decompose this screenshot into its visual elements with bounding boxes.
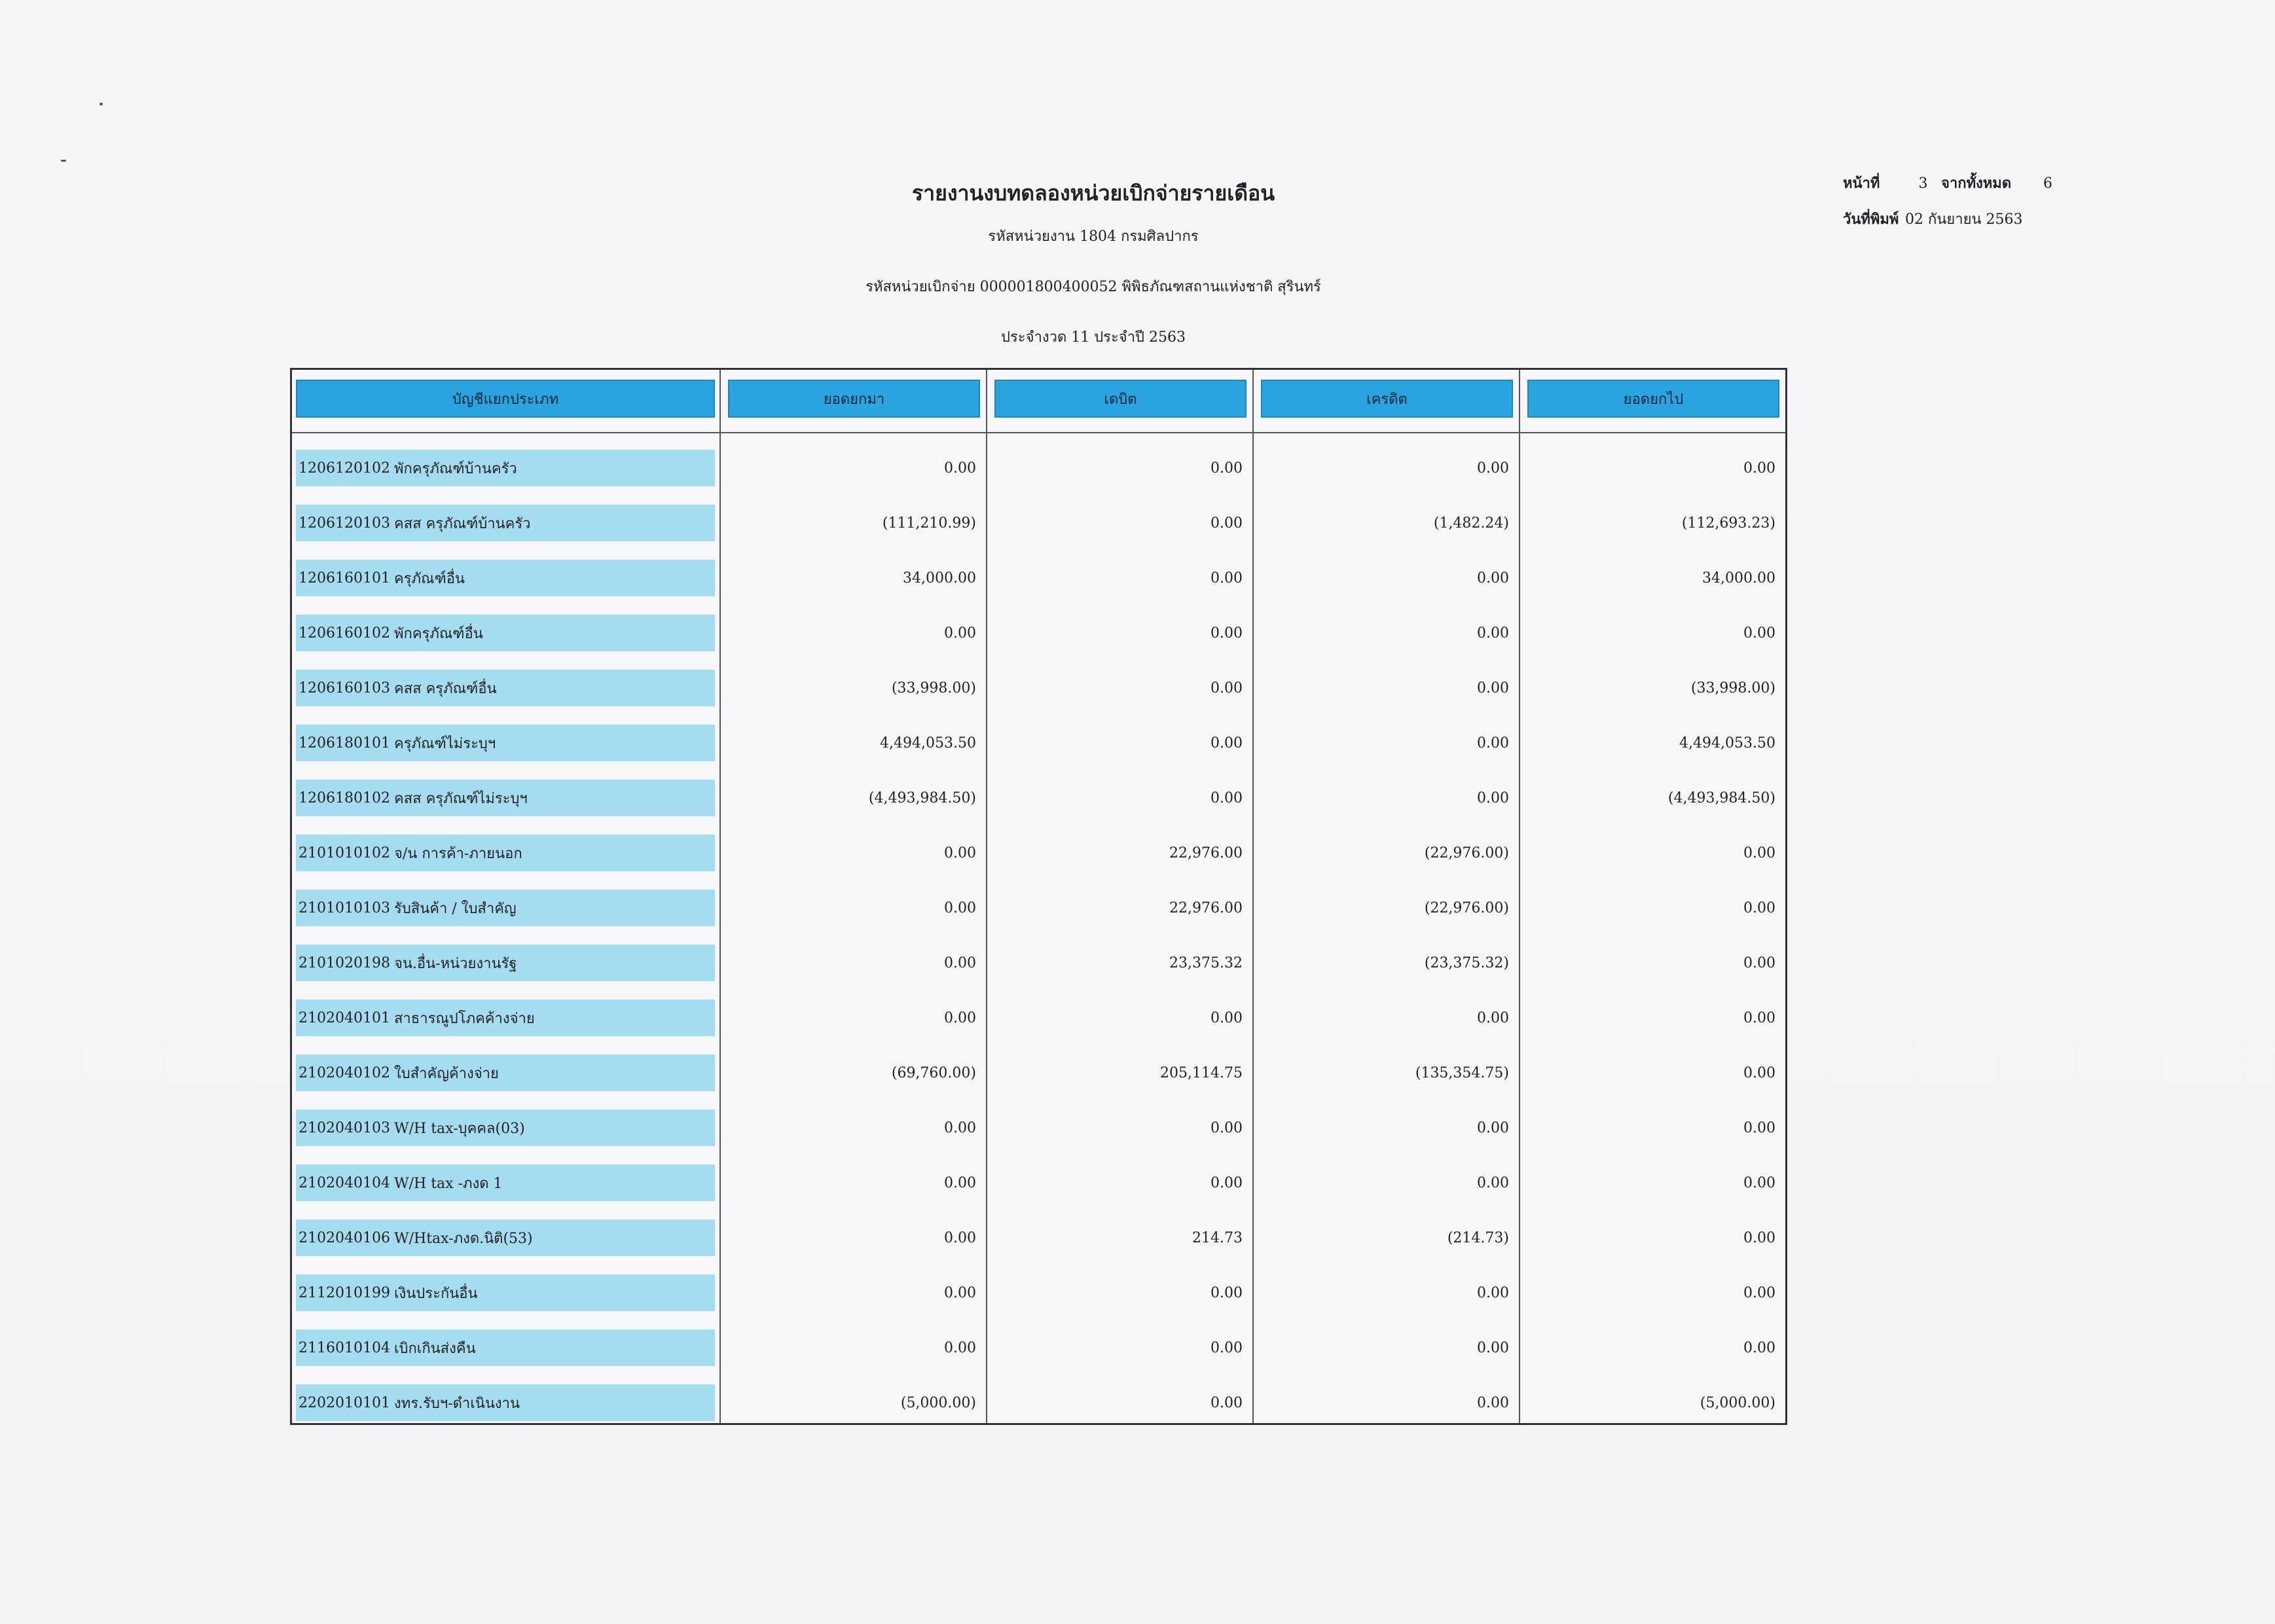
brought-forward-cell: (4,493,984.50): [868, 790, 976, 806]
debit-cell: 0.00: [1210, 570, 1243, 586]
credit-cell: 0.00: [1477, 570, 1509, 586]
account-name: W/H tax-บุคคล(03): [394, 1120, 525, 1137]
debit-cell: 22,976.00: [1169, 845, 1243, 861]
department-line: รหัสหน่วยงาน 1804 กรมศิลปากร: [988, 228, 1199, 245]
account-code: 1206120102: [299, 460, 390, 477]
account-cell: [296, 1384, 715, 1421]
account-cell: [296, 1000, 715, 1036]
account-cell: [296, 1274, 715, 1311]
account-code: 2102040106: [299, 1229, 390, 1246]
credit-cell: (1,482.24): [1433, 515, 1509, 532]
print-date: 02 กันยายน 2563: [1905, 211, 2023, 228]
total-pages: 6: [2043, 175, 2052, 192]
table-row: [292, 1103, 1785, 1158]
account-cell: [296, 835, 715, 871]
brought-forward-cell: 0.00: [944, 625, 976, 641]
table-row: [292, 1268, 1785, 1323]
table-row: [292, 1378, 1785, 1433]
account-name: ครุภัณฑ์อื่น: [394, 570, 465, 587]
debit-cell: 23,375.32: [1169, 955, 1243, 971]
account-code: 2102040101: [299, 1009, 390, 1026]
credit-cell: 0.00: [1477, 1010, 1509, 1026]
brought-forward-cell: 0.00: [944, 460, 976, 477]
brought-forward-cell: (69,760.00): [891, 1065, 976, 1081]
account-name: งทร.รับฯ-ดำเนินงาน: [394, 1395, 520, 1412]
trial-balance-table: [290, 368, 1787, 1425]
account-name: คสส ครุภัณฑ์บ้านครัว: [394, 515, 531, 532]
table-row: [292, 938, 1785, 993]
credit-cell: 0.00: [1477, 680, 1509, 696]
carried-forward-cell: (4,493,984.50): [1667, 790, 1775, 806]
carried-forward-cell: 0.00: [1743, 1010, 1775, 1026]
brought-forward-cell: 0.00: [944, 1120, 976, 1136]
period-line: ประจำงวด 11 ประจำปี 2563: [1001, 329, 1186, 346]
brought-forward-cell: 0.00: [944, 900, 976, 916]
carried-forward-cell: 0.00: [1743, 1175, 1775, 1191]
table-row: [292, 993, 1785, 1048]
table-row: [292, 883, 1785, 938]
brought-forward-cell: 4,494,053.50: [880, 735, 976, 751]
debit-cell: 0.00: [1210, 625, 1243, 641]
account-name: W/Htax-ภงด.นิติ(53): [394, 1230, 533, 1247]
page-number: 3: [1918, 175, 1928, 192]
account-cell: [296, 945, 715, 981]
debit-cell: 214.73: [1192, 1230, 1243, 1246]
account-name: เงินประกันอื่น: [394, 1285, 478, 1302]
account-code: 2202010101: [299, 1394, 390, 1411]
account-cell: [296, 560, 715, 596]
brought-forward-cell: 0.00: [944, 1340, 976, 1356]
carried-forward-cell: (33,998.00): [1690, 680, 1775, 696]
account-cell: [296, 725, 715, 761]
carried-forward-cell: 0.00: [1743, 900, 1775, 916]
brought-forward-cell: 0.00: [944, 1285, 976, 1301]
table-row: [292, 1048, 1785, 1103]
carried-forward-cell: (5,000.00): [1700, 1395, 1775, 1411]
total-pages-label: จากทั้งหมด: [1941, 175, 2012, 192]
credit-cell: 0.00: [1477, 460, 1509, 477]
table-row: [292, 828, 1785, 883]
account-code: 1206160102: [299, 624, 390, 641]
debit-cell: 0.00: [1210, 1395, 1243, 1411]
table-row: [292, 1158, 1785, 1213]
carried-forward-cell: 0.00: [1743, 1065, 1775, 1081]
table-row: [292, 773, 1785, 828]
account-cell: [296, 890, 715, 926]
account-name: W/H tax -ภงด 1: [394, 1175, 503, 1192]
table-row: [292, 553, 1785, 608]
carried-forward-cell: (112,693.23): [1681, 515, 1775, 532]
table-row: [292, 498, 1785, 553]
header-brought-forward: ยอดยกมา: [728, 380, 980, 418]
account-cell: [296, 780, 715, 816]
table-row: [292, 663, 1785, 718]
account-code: 2101010103: [299, 899, 390, 916]
debit-cell: 0.00: [1210, 1340, 1243, 1356]
carried-forward-cell: 0.00: [1743, 955, 1775, 971]
table-row: [292, 1213, 1785, 1268]
report-title: รายงานงบทดลองหน่วยเบิกจ่ายรายเดือน: [911, 181, 1275, 206]
account-code: 1206180101: [299, 734, 390, 751]
brought-forward-cell: 0.00: [944, 845, 976, 861]
account-code: 2102040104: [299, 1174, 390, 1191]
account-code: 1206160103: [299, 679, 390, 696]
account-cell: [296, 670, 715, 706]
page-label: หน้าที่: [1843, 175, 1880, 192]
debit-cell: 205,114.75: [1160, 1065, 1243, 1081]
credit-cell: 0.00: [1477, 1285, 1509, 1301]
header-account: บัญชีแยกประเภท: [296, 380, 715, 418]
debit-cell: 0.00: [1210, 1010, 1243, 1026]
credit-cell: 0.00: [1477, 790, 1509, 806]
debit-cell: 0.00: [1210, 460, 1243, 477]
debit-cell: 0.00: [1210, 790, 1243, 806]
header-carried-forward: ยอดยกไป: [1527, 380, 1779, 418]
debit-cell: 0.00: [1210, 515, 1243, 532]
brought-forward-cell: (5,000.00): [900, 1395, 976, 1411]
account-code: 2101010102: [299, 844, 390, 861]
credit-cell: 0.00: [1477, 1395, 1509, 1411]
brought-forward-cell: 34,000.00: [903, 570, 976, 586]
debit-cell: 0.00: [1210, 1120, 1243, 1136]
account-cell: [296, 450, 715, 486]
account-name: ครุภัณฑ์ไม่ระบุฯ: [394, 735, 496, 752]
report-header: [766, 177, 1421, 348]
account-name: รับสินค้า / ใบสำคัญ: [394, 900, 517, 917]
account-code: 2102040102: [299, 1064, 390, 1081]
account-name: เบิกเกินส่งคืน: [394, 1340, 476, 1357]
account-name: คสส ครุภัณฑ์อื่น: [394, 680, 497, 697]
credit-cell: 0.00: [1477, 1175, 1509, 1191]
account-name: จ/น การค้า-ภายนอก: [394, 845, 522, 862]
account-cell: [296, 1164, 715, 1201]
header-debit: เดบิต: [994, 380, 1247, 418]
credit-cell: 0.00: [1477, 735, 1509, 751]
account-code: 2112010199: [299, 1284, 390, 1301]
credit-cell: (23,375.32): [1424, 955, 1509, 971]
carried-forward-cell: 4,494,053.50: [1679, 735, 1775, 751]
account-name: ใบสำคัญค้างจ่าย: [394, 1065, 499, 1082]
credit-cell: (135,354.75): [1415, 1065, 1509, 1081]
page-info: [1843, 171, 2052, 244]
account-cell: [296, 1329, 715, 1366]
table-row: [292, 718, 1785, 773]
credit-cell: (22,976.00): [1424, 900, 1509, 916]
account-name: จน.อื่น-หน่วยงานรัฐ: [394, 955, 517, 972]
table-row: [292, 443, 1785, 498]
credit-cell: 0.00: [1477, 1120, 1509, 1136]
carried-forward-cell: 0.00: [1743, 1120, 1775, 1136]
carried-forward-cell: 34,000.00: [1702, 570, 1775, 586]
account-name: คสส ครุภัณฑ์ไม่ระบุฯ: [394, 790, 528, 807]
account-name: สาธารณูปโภคค้างจ่าย: [394, 1010, 535, 1027]
carried-forward-cell: 0.00: [1743, 460, 1775, 477]
scan-speck: [61, 160, 66, 162]
brought-forward-cell: 0.00: [944, 1010, 976, 1026]
header-credit: เครดิต: [1261, 380, 1513, 418]
brought-forward-cell: 0.00: [944, 1230, 976, 1246]
header-divider: [292, 432, 1785, 433]
carried-forward-cell: 0.00: [1743, 625, 1775, 641]
table-row: [292, 1323, 1785, 1378]
account-name: พักครุภัณฑ์อื่น: [394, 625, 483, 642]
brought-forward-cell: (33,998.00): [891, 680, 976, 696]
print-date-label: วันที่พิมพ์: [1843, 211, 1899, 228]
credit-cell: 0.00: [1477, 1340, 1509, 1356]
carried-forward-cell: 0.00: [1743, 1230, 1775, 1246]
credit-cell: 0.00: [1477, 625, 1509, 641]
brought-forward-cell: 0.00: [944, 955, 976, 971]
brought-forward-cell: (111,210.99): [882, 515, 976, 532]
disbursement-unit-line: รหัสหน่วยเบิกจ่าย 000001800400052 พิพิธภัณฑสถานแห่งชาติ สุรินทร์: [865, 279, 1321, 295]
scan-speck: [100, 103, 103, 105]
debit-cell: 22,976.00: [1169, 900, 1243, 916]
carried-forward-cell: 0.00: [1743, 1340, 1775, 1356]
brought-forward-cell: 0.00: [944, 1175, 976, 1191]
account-cell: [296, 1055, 715, 1091]
debit-cell: 0.00: [1210, 680, 1243, 696]
account-code: 2102040103: [299, 1119, 390, 1136]
debit-cell: 0.00: [1210, 1285, 1243, 1301]
account-code: 1206120103: [299, 514, 390, 532]
account-code: 1206160101: [299, 569, 390, 586]
carried-forward-cell: 0.00: [1743, 1285, 1775, 1301]
debit-cell: 0.00: [1210, 735, 1243, 751]
credit-cell: (214.73): [1447, 1230, 1509, 1246]
carried-forward-cell: 0.00: [1743, 845, 1775, 861]
account-code: 1206180102: [299, 789, 390, 806]
account-code: 2101020198: [299, 954, 390, 971]
table-row: [292, 608, 1785, 663]
debit-cell: 0.00: [1210, 1175, 1243, 1191]
account-code: 2116010104: [299, 1339, 390, 1356]
credit-cell: (22,976.00): [1424, 845, 1509, 861]
account-cell: [296, 505, 715, 541]
account-cell: [296, 1219, 715, 1256]
account-cell: [296, 1110, 715, 1146]
account-name: พักครุภัณฑ์บ้านครัว: [394, 460, 517, 477]
account-cell: [296, 615, 715, 651]
